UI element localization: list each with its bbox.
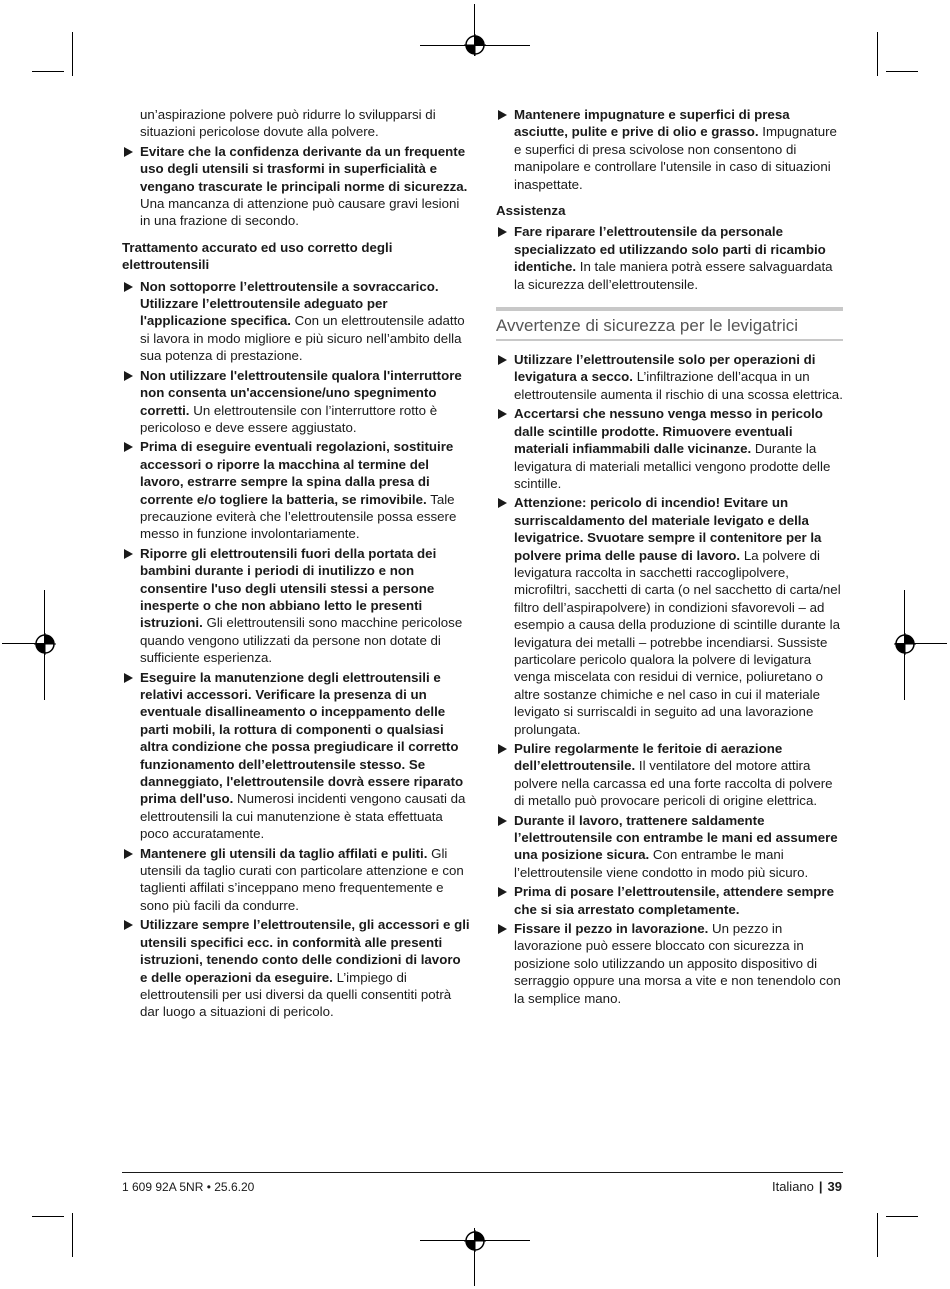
bullet-triangle-icon (124, 282, 133, 292)
bullet-bold-text: Mantenere impugnature e superfici di presa asciutte, pulite e prive di olio e grasso. (514, 107, 790, 140)
bullet-triangle-icon (498, 355, 507, 365)
registration-target-icon (464, 1230, 486, 1252)
bullet-triangle-icon (124, 849, 133, 859)
bullet-bold-text: Prima di eseguire eventuali regolazioni, sostituire accessori o riporre la macchina al termine del lavoro, estrarre sempre la spina dalla presa di corrente e/o togliere la batteria, se rimovibile. (140, 439, 454, 507)
footer-page-label (772, 1179, 842, 1194)
bullet-triangle-icon (498, 816, 507, 826)
left-column (122, 106, 470, 1023)
page-number: 39 (827, 1179, 842, 1194)
bullet-bold-text: Pulire regolarmente le feritoie di aerazione dell’elettroutensile. (514, 741, 783, 774)
bullet-text: Il ventilatore del motore attira polvere nella carcassa ed una forte raccolta di polvere di metallo può provocare pericoli di origine elettrica. (514, 758, 833, 809)
bullet-text: In tale maniera potrà essere salvaguardata la sicurezza dell’elettroutensile. (514, 259, 833, 292)
bullet-text: Durante la levigatura di materiali metallici vengono prodotte delle scintille. (514, 441, 831, 491)
bullet-bold-text: Non sottoporre l’elettroutensile a sovraccarico. Utilizzare l’elettroutensile adeguato per l'applicazione specifica. (140, 278, 439, 329)
safety-bullet (122, 367, 470, 437)
safety-bullet (122, 916, 470, 1020)
bullet-bold-text: Attenzione: pericolo di incendio! Evitare un surriscaldamento del materiale levigato e della levigatrice. Svuotare sempre il contenitore per la polvere prima delle pause di lavoro. (514, 495, 822, 563)
bullet-triangle-icon (124, 920, 133, 930)
bullet-text: L’impiego di elettroutensili per usi diversi da quelli consentiti potrà dar luogo a situazioni di pericolo. (140, 969, 452, 1020)
safety-bullet (496, 223, 843, 293)
bullet-triangle-icon (124, 371, 133, 381)
bullet-text: Gli utensili da taglio curati con particolare attenzione e con taglienti affilati s’inceppano meno frequentemente e sono più facili da condurre. (140, 845, 464, 913)
bullet-text: Con entrambe le mani l’elettroutensile viene condotto in modo più sicuro. (514, 847, 809, 880)
bullet-text: Tale precauzione eviterà che l’elettroutensile possa essere messo in funzione involontariamente. (140, 491, 457, 542)
crop-mark (72, 1213, 73, 1257)
safety-bullet (122, 278, 470, 365)
safety-bullet (122, 669, 470, 843)
bullet-bold-text: Riporre gli elettroutensili fuori della portata dei bambini durante i periodi di inutilizzo e non consentire l'uso degli utensili stessi a persone inesperte o che non abbiano letto le presenti istruzioni. (140, 545, 437, 631)
bullet-triangle-icon (498, 924, 507, 934)
safety-bullet (496, 106, 843, 193)
safety-bullet (122, 438, 470, 542)
section-heading-sanders: Avvertenze di sicurezza per le levigatrici (496, 307, 843, 341)
safety-bullet (496, 920, 843, 1007)
safety-bullet (496, 812, 843, 882)
bullet-text: La polvere di levigatura raccolta in sacchetti raccoglipolvere, microfiltri, sacchetti di carta (o nel sacchetto di carta/nel filtro dell’aspirapolvere) in condizioni sfavorevoli – ad esempio a causa della produzione di scintille durante la levigatura dei metalli – potrebbe incendiarsi. Sussiste particolare pericolo qualora la polvere di levigatura venga miscelata con residui di vernice, poliuretano o altre sostanze chimiche e nel caso in cui il materiale levigato si surriscaldi in seguito ad una lavorazione prolungata. (514, 547, 841, 737)
bullet-bold-text: Utilizzare l’elettroutensile solo per operazioni di levigatura a secco. (514, 352, 816, 385)
bullet-bold-text: Durante il lavoro, trattenere saldamente l’elettroutensile con entrambe le mani ed assumere una posizione sicura. (514, 812, 838, 863)
safety-bullet (496, 351, 843, 403)
bullet-triangle-icon (498, 887, 507, 897)
bullet-bold-text: Accertarsi che nessuno venga messo in pericolo dalle scintille prodotte. Rimuovere eventuali materiali infiammabili dalle vicinanze. (514, 406, 823, 457)
footer-separator: | (818, 1179, 823, 1194)
crop-mark (72, 32, 73, 76)
safety-bullet (496, 405, 843, 492)
bullet-triangle-icon (124, 442, 133, 452)
crop-mark (32, 1216, 64, 1217)
crop-mark (32, 71, 64, 72)
bullet-text: Con un elettroutensile adatto si lavora in modo migliore e più sicuro nell’ambito della sua potenza di prestazione. (140, 313, 465, 364)
subheading-service: Assistenza (496, 203, 566, 219)
bullet-triangle-icon (498, 409, 507, 419)
bullet-bold-text: Fare riparare l’elettroutensile da personale specializzato ed utilizzando solo parti di ricambio identiche. (514, 224, 826, 275)
crop-mark (877, 1213, 878, 1257)
bullet-triangle-icon (498, 498, 507, 508)
safety-bullet (496, 883, 843, 918)
bullet-triangle-icon (498, 744, 507, 754)
safety-bullet (122, 845, 470, 915)
footer-language: Italiano (771, 1179, 814, 1194)
bullet-bold-text: Prima di posare l’elettroutensile, attendere sempre che si sia arrestato completamente. (514, 884, 834, 917)
bullet-bold-text: Mantenere gli utensili da taglio affilati e puliti. (140, 845, 428, 861)
bullet-bold-text: Utilizzare sempre l’elettroutensile, gli accessori e gli utensili specifici ecc. in conformità alle presenti istruzioni, tenendo conto delle condizioni di lavoro e delle operazioni da eseguire. (140, 917, 470, 985)
bullet-bold-text: Eseguire la manutenzione degli elettroutensili e relativi accessori. Verificare la presenza di un eventuale disallineamento o inceppamento delle parti mobili, la rottura di componenti o qualsiasi altra condizione che possa pregiudicare il corretto funzionamento dell’elettroutensile stesso. Se danneggiato, l'elettroutensile dovrà essere riparato prima dell'uso. (140, 669, 464, 807)
bullet-triangle-icon (124, 147, 133, 157)
crop-mark (877, 32, 878, 76)
bullet-text: Un elettroutensile con l’interruttore rotto è pericoloso e deve essere aggiustato. (140, 402, 438, 435)
continuation-paragraph: un’aspirazione polvere può ridurre lo svilupparsi di situazioni pericolose dovute alla polvere. (140, 107, 436, 140)
safety-bullet (496, 740, 843, 810)
bullet-text: Una mancanza di attenzione può causare gravi lesioni in una frazione di secondo. (140, 196, 460, 229)
safety-bullet (122, 143, 470, 230)
registration-target-icon (894, 633, 916, 655)
subheading-handling: Trattamento accurato ed uso corretto degli elettroutensili (122, 239, 393, 273)
bullet-text: Un pezzo in lavorazione può essere bloccato con sicurezza in posizione solo utilizzando un apposito dispositivo di serraggio oppure una morsa a vite e non tenendolo con la semplice mano. (514, 921, 841, 1006)
bullet-text: L’infiltrazione dell’acqua in un elettroutensile aumenta il rischio di una scossa elettrica. (514, 369, 843, 402)
bullet-triangle-icon (124, 549, 133, 559)
safety-bullet (496, 494, 843, 738)
bullet-triangle-icon (124, 673, 133, 683)
bullet-triangle-icon (498, 227, 507, 237)
bullet-triangle-icon (498, 110, 507, 120)
bullet-bold-text: Fissare il pezzo in lavorazione. (514, 921, 709, 937)
footer-rule (122, 1172, 843, 1173)
footer-doc-code: 1 609 92A 5NR • 25.6.20 (122, 1180, 255, 1194)
bullet-text: Numerosi incidenti vengono causati da elettroutensili la cui manutenzione è stata effettuata poco accuratamente. (140, 791, 466, 842)
bullet-text: Impugnature e superfici di presa scivolose non consentono di manipolare e controllare l'utensile in caso di situazioni inaspettate. (514, 124, 837, 192)
crop-mark (886, 71, 918, 72)
right-column (496, 106, 843, 1009)
registration-target-icon (34, 633, 56, 655)
bullet-bold-text: Non utilizzare l'elettroutensile qualora l'interruttore non consenta un'accensione/uno spegnimento corretti. (140, 367, 462, 418)
safety-bullet (122, 545, 470, 667)
bullet-bold-text: Evitare che la confidenza derivante da un frequente uso degli utensili si trasformi in superficialità e vengano trascurate le principali norme di sicurezza. (140, 143, 468, 194)
crop-mark (886, 1216, 918, 1217)
bullet-text: Gli elettroutensili sono macchine pericolose quando vengono utilizzati da persone non dotate di sufficiente esperienza. (140, 615, 463, 666)
registration-target-icon (464, 34, 486, 56)
